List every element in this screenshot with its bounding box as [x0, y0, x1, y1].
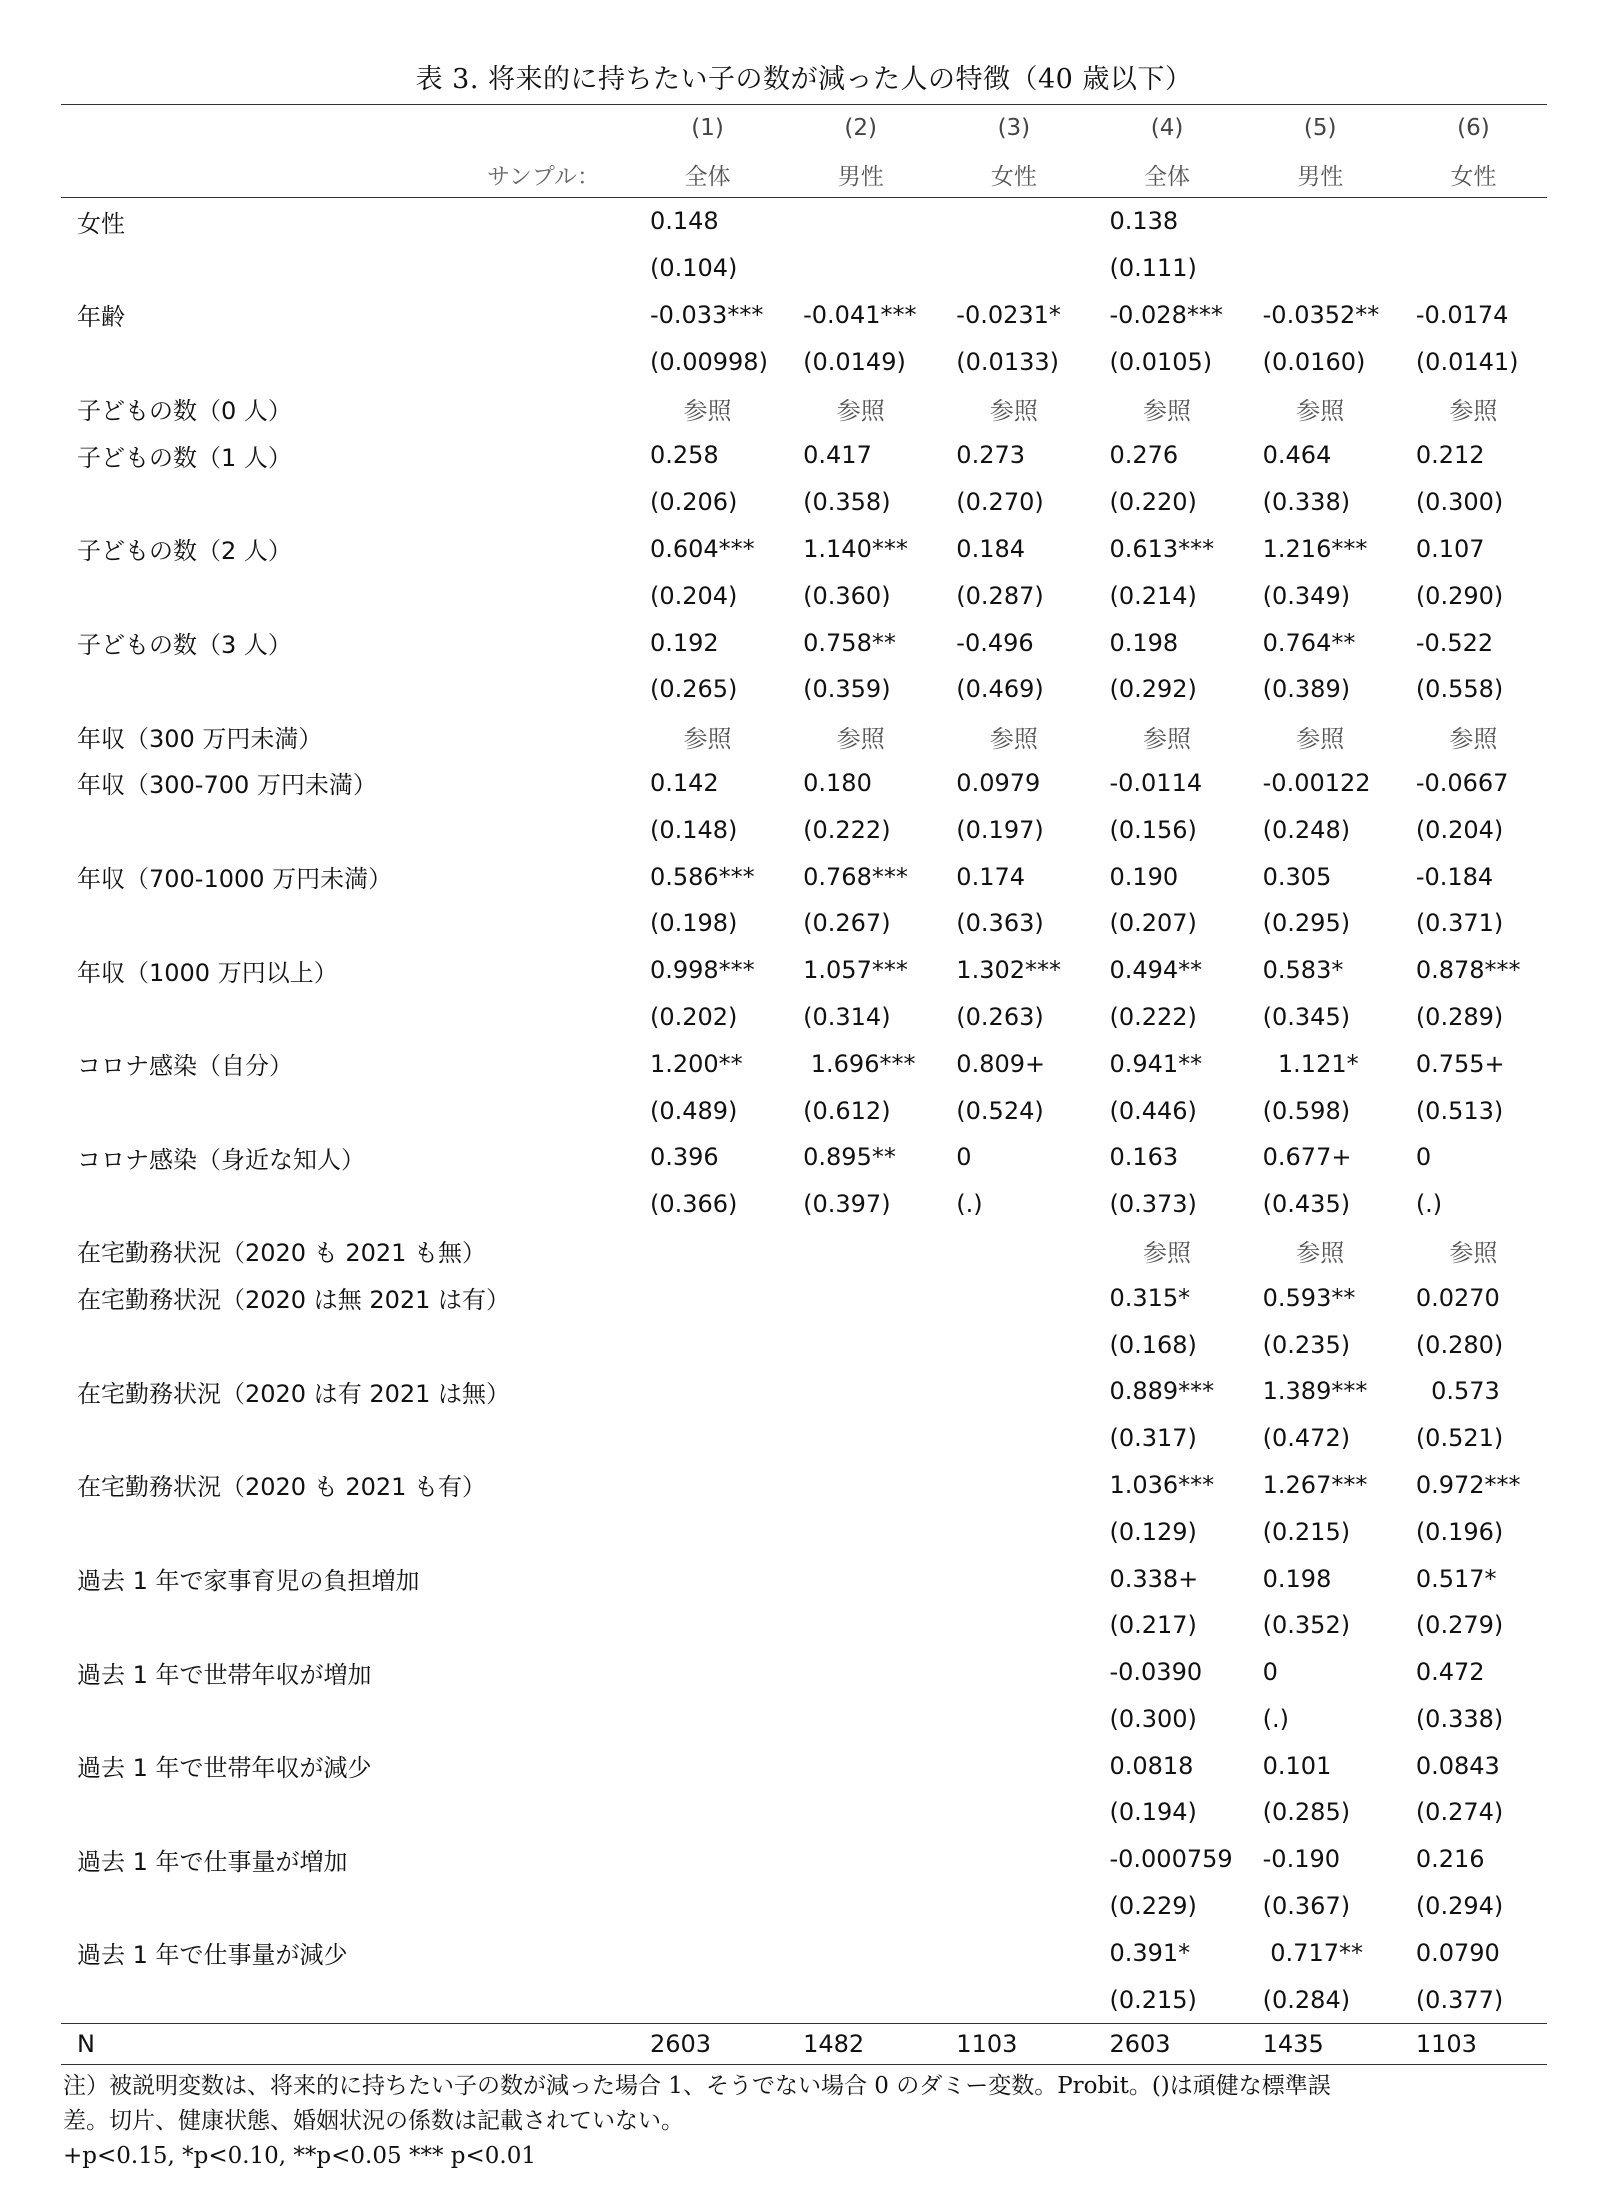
row-label: 子どもの数（2 人） — [77, 537, 292, 566]
coefficient-cell: 0.889*** — [1109, 1377, 1215, 1406]
coefficient-cell: 0.305 — [1262, 862, 1332, 891]
stderr-cell: (0.377) — [1415, 1985, 1504, 2014]
stderr-cell: (0.204) — [1415, 815, 1504, 844]
coefficient-cell: 0.895** — [803, 1143, 896, 1172]
coefficient-cell: 0.258 — [649, 441, 719, 470]
stderr-cell: (0.287) — [956, 581, 1044, 610]
sample-label: サンプル： — [487, 163, 600, 190]
reference-cell: 参照 — [1143, 1239, 1192, 1268]
stderr-cell: (0.524) — [956, 1096, 1044, 1125]
stderr-cell: (0.156) — [1109, 815, 1197, 844]
stderr-cell: (0.371) — [1415, 909, 1504, 938]
stderr-cell: (0.359) — [803, 675, 891, 704]
stderr-cell: (0.215) — [1109, 1985, 1197, 2014]
coefficient-cell: 0.0790 — [1415, 1938, 1500, 1967]
n-cell: 1435 — [1262, 2030, 1324, 2059]
reference-cell: 参照 — [1296, 724, 1345, 753]
stderr-cell: (0.263) — [956, 1002, 1044, 1031]
stderr-cell: (0.274) — [1415, 1798, 1504, 1827]
stderr-cell: (0.345) — [1262, 1002, 1351, 1031]
table-row — [61, 432, 1547, 479]
coefficient-cell: 0.0818 — [1109, 1751, 1194, 1780]
coefficient-cell: 1.302*** — [956, 956, 1062, 985]
note-line: +p<0.15, *p<0.10, **p<0.05 *** p<0.01 — [63, 2143, 536, 2170]
coefficient-cell: -0.0231* — [956, 300, 1061, 329]
coefficient-cell: 0.677+ — [1262, 1143, 1352, 1172]
coefficient-cell: 0.464 — [1262, 441, 1332, 470]
reference-cell: 参照 — [1449, 397, 1498, 426]
stderr-cell: (0.349) — [1262, 581, 1351, 610]
stderr-cell: (0.214) — [1109, 581, 1197, 610]
table-row — [61, 198, 1547, 245]
stderr-cell: (0.207) — [1109, 909, 1197, 938]
stderr-cell: (0.235) — [1262, 1330, 1351, 1359]
coefficient-cell: 0.276 — [1109, 441, 1179, 470]
stderr-cell: (0.194) — [1109, 1798, 1197, 1827]
row-label: 過去 1 年で家事育児の負担増加 — [77, 1567, 420, 1595]
coefficient-cell: 0.163 — [1109, 1143, 1179, 1172]
coefficient-cell: 0.878*** — [1415, 956, 1521, 985]
reference-cell: 参照 — [1143, 397, 1192, 426]
n-cell: 1103 — [1415, 2030, 1477, 2059]
row-label: 子どもの数（0 人） — [77, 397, 292, 426]
row-label: 年収（700-1000 万円未満） — [77, 865, 393, 894]
stderr-cell: (0.279) — [1415, 1611, 1504, 1640]
coefficient-cell: 0.174 — [956, 862, 1026, 891]
coefficient-cell: 0.573 — [1415, 1377, 1500, 1406]
stderr-cell: (0.363) — [956, 909, 1044, 938]
stderr-cell: (0.300) — [1109, 1704, 1197, 1733]
column-number: (6) — [1457, 115, 1490, 141]
coefficient-cell: 0.972*** — [1415, 1470, 1521, 1499]
table-row-stderr — [61, 245, 1547, 292]
stderr-cell: (0.196) — [1415, 1517, 1504, 1546]
note-line: 差。切片、健康状態、婚姻状況の係数は記載されていない。 — [63, 2108, 684, 2135]
n-row — [61, 2024, 1547, 2064]
coefficient-cell: -0.190 — [1262, 1845, 1341, 1874]
coefficient-cell: 0.138 — [1109, 207, 1179, 236]
table-notes — [61, 2069, 1547, 2174]
stderr-cell: (0.0160) — [1262, 347, 1366, 376]
coefficient-cell: -0.0174 — [1415, 300, 1509, 329]
table-body — [61, 198, 1547, 2023]
stderr-cell: (0.446) — [1109, 1096, 1197, 1125]
table-row — [61, 1040, 1547, 1087]
stderr-cell: (0.397) — [803, 1190, 891, 1219]
reference-cell: 参照 — [1449, 1239, 1498, 1268]
stderr-cell: (0.513) — [1415, 1096, 1504, 1125]
stderr-cell: (0.317) — [1109, 1424, 1197, 1453]
stderr-cell: (0.489) — [649, 1096, 738, 1125]
column-number: (2) — [844, 115, 877, 141]
stderr-cell: (0.284) — [1262, 1985, 1351, 2014]
stderr-cell: (0.290) — [1415, 581, 1504, 610]
n-label: N — [77, 2030, 95, 2059]
stderr-cell: (0.248) — [1262, 815, 1351, 844]
stderr-cell: (0.197) — [956, 815, 1044, 844]
stderr-cell: (0.168) — [1109, 1330, 1197, 1359]
coefficient-cell: 0.190 — [1109, 862, 1179, 891]
sample-row — [61, 151, 1547, 197]
table-row-stderr — [61, 666, 1547, 713]
stderr-cell: (0.472) — [1262, 1424, 1351, 1453]
table-row — [61, 385, 1547, 432]
stderr-cell: (0.352) — [1262, 1611, 1351, 1640]
row-label: 年齢 — [77, 303, 125, 332]
row-label: 在宅勤務状況（2020 も 2021 も無） — [77, 1239, 487, 1268]
stderr-cell: (0.265) — [649, 675, 738, 704]
stderr-cell: (0.0133) — [956, 347, 1059, 376]
coefficient-cell: -0.522 — [1415, 628, 1494, 657]
stderr-cell: (0.558) — [1415, 675, 1504, 704]
table-row — [61, 1836, 1547, 1883]
coefficient-cell: 0.472 — [1415, 1658, 1485, 1687]
coefficient-cell: 0.613*** — [1109, 534, 1215, 563]
coefficient-cell: 0.768*** — [803, 862, 908, 891]
coefficient-cell: 1.057*** — [803, 956, 908, 985]
reference-cell: 参照 — [1449, 724, 1498, 753]
coefficient-cell: 1.036*** — [1109, 1470, 1215, 1499]
table-row — [61, 1274, 1547, 1321]
n-cell: 2603 — [1109, 2030, 1171, 2059]
reference-cell: 参照 — [989, 724, 1038, 753]
coefficient-cell: 0 — [1415, 1143, 1432, 1172]
reference-cell: 参照 — [989, 397, 1038, 426]
table-row — [61, 853, 1547, 900]
stderr-cell: (0.206) — [649, 488, 738, 517]
stderr-cell: (0.148) — [649, 815, 738, 844]
coefficient-cell: 1.140*** — [803, 534, 908, 563]
coefficient-cell: -0.000759 — [1109, 1845, 1233, 1874]
n-cell: 1103 — [956, 2030, 1018, 2059]
reference-cell: 参照 — [1143, 724, 1192, 753]
row-label: 年収（300-700 万円未満） — [77, 771, 377, 800]
table-row — [61, 1649, 1547, 1696]
stderr-cell: (0.229) — [1109, 1892, 1197, 1921]
coefficient-cell: 0 — [956, 1143, 972, 1172]
row-label: 過去 1 年で世帯年収が減少 — [77, 1754, 372, 1783]
coefficient-cell: 0.396 — [649, 1143, 719, 1172]
sample-name: 全体 — [1144, 163, 1191, 190]
coefficient-cell: 0.758** — [803, 628, 896, 657]
reference-cell: 参照 — [1296, 397, 1345, 426]
coefficient-cell: 0.338+ — [1109, 1564, 1199, 1593]
stderr-cell: (0.612) — [803, 1096, 891, 1125]
coefficient-cell: 0.755+ — [1415, 1049, 1505, 1078]
stderr-cell: (0.129) — [1109, 1517, 1197, 1546]
sample-name: 男性 — [837, 163, 884, 190]
table-row — [61, 1929, 1547, 1976]
sample-name: 女性 — [1450, 163, 1497, 190]
row-label: 女性 — [77, 209, 125, 238]
table-row — [61, 947, 1547, 994]
stderr-cell: (0.366) — [649, 1190, 738, 1219]
stderr-cell: (0.00998) — [649, 347, 768, 376]
stderr-cell: (0.104) — [649, 254, 738, 283]
stderr-cell: (0.314) — [803, 1002, 891, 1031]
coefficient-cell: 0.184 — [956, 534, 1026, 563]
table-row — [61, 1134, 1547, 1181]
table-bottom-rule — [61, 2064, 1547, 2065]
table-row — [61, 619, 1547, 666]
coefficient-cell: 0.517* — [1415, 1564, 1497, 1593]
row-label: 在宅勤務状況（2020 は有 2021 は無） — [77, 1379, 511, 1408]
stderr-cell: (0.292) — [1109, 675, 1197, 704]
coefficient-cell: -0.0352** — [1262, 300, 1380, 329]
row-label: 子どもの数（3 人） — [77, 631, 292, 660]
table-row-stderr — [61, 900, 1547, 947]
row-label: 過去 1 年で仕事量が増加 — [77, 1847, 348, 1876]
coefficient-cell: 0.717** — [1262, 1938, 1363, 1967]
coefficient-cell: 1.389*** — [1262, 1377, 1368, 1406]
table-row — [61, 292, 1547, 339]
row-label: 在宅勤務状況（2020 も 2021 も有） — [77, 1473, 487, 1502]
column-number-row — [61, 105, 1547, 151]
coefficient-cell: 0.593** — [1262, 1283, 1356, 1312]
stderr-cell: (0.217) — [1109, 1611, 1197, 1640]
column-number: (1) — [691, 115, 724, 141]
row-label: 年収（300 万円未満） — [77, 724, 323, 753]
reference-cell: 参照 — [836, 397, 885, 426]
table-row — [61, 1462, 1547, 1509]
coefficient-cell: -0.033*** — [649, 300, 764, 329]
coefficient-cell: 0.583* — [1262, 956, 1344, 985]
coefficient-cell: 1.121* — [1262, 1049, 1359, 1078]
stderr-cell: (0.295) — [1262, 909, 1351, 938]
stderr-cell: (0.202) — [649, 1002, 738, 1031]
row-label: コロナ感染（自分） — [77, 1052, 293, 1081]
table-row-stderr — [61, 338, 1547, 385]
sample-name: 全体 — [684, 163, 731, 190]
table-row-stderr — [61, 1696, 1547, 1743]
table-row — [61, 713, 1547, 760]
reference-cell: 参照 — [683, 397, 732, 426]
coefficient-cell: 0.0979 — [956, 768, 1041, 797]
stderr-cell: (.) — [1262, 1704, 1289, 1733]
stderr-cell: (0.469) — [956, 675, 1044, 704]
coefficient-cell: -0.496 — [956, 628, 1034, 657]
table-row-stderr — [61, 1321, 1547, 1368]
table-row-stderr — [61, 1789, 1547, 1836]
stderr-cell: (0.215) — [1262, 1517, 1351, 1546]
stderr-cell: (0.285) — [1262, 1798, 1351, 1827]
coefficient-cell: -0.0390 — [1109, 1658, 1203, 1687]
table-row — [61, 1228, 1547, 1275]
stderr-cell: (0.0141) — [1415, 347, 1519, 376]
stderr-cell: (0.338) — [1415, 1704, 1504, 1733]
coefficient-cell: -0.028*** — [1109, 300, 1223, 329]
coefficient-cell: 0.0270 — [1415, 1283, 1500, 1312]
table-row-stderr — [61, 1976, 1547, 2023]
stderr-cell: (0.338) — [1262, 488, 1351, 517]
table-row — [61, 760, 1547, 807]
reference-cell: 参照 — [836, 724, 885, 753]
stderr-cell: (0.373) — [1109, 1190, 1197, 1219]
coefficient-cell: 0.273 — [956, 441, 1026, 470]
row-label: 過去 1 年で仕事量が減少 — [77, 1941, 348, 1970]
coefficient-cell: 0.148 — [649, 207, 719, 236]
coefficient-cell: 0.216 — [1415, 1845, 1485, 1874]
coefficient-cell: -0.0667 — [1415, 768, 1509, 797]
table-row-stderr — [61, 806, 1547, 853]
coefficient-cell: 0.192 — [649, 628, 719, 657]
table-row-stderr — [61, 994, 1547, 1041]
coefficient-cell: 0.417 — [803, 441, 872, 470]
coefficient-cell: 0.315* — [1109, 1283, 1191, 1312]
table-row-stderr — [61, 572, 1547, 619]
coefficient-cell: 0.586*** — [649, 862, 755, 891]
row-label: 子どもの数（1 人） — [77, 443, 292, 472]
coefficient-cell: 0.604*** — [649, 534, 755, 563]
stderr-cell: (0.289) — [1415, 1002, 1504, 1031]
coefficient-cell: 0.212 — [1415, 441, 1485, 470]
column-number: (3) — [997, 115, 1031, 141]
row-label: コロナ感染（身近な知人） — [77, 1145, 365, 1174]
stderr-cell: (0.204) — [649, 581, 738, 610]
column-number: (4) — [1150, 115, 1184, 141]
stderr-cell: (0.111) — [1109, 254, 1197, 283]
table-row — [61, 1555, 1547, 1602]
table-row — [61, 1742, 1547, 1789]
regression-table-page — [61, 60, 1547, 2174]
reference-cell: 参照 — [1296, 1239, 1345, 1268]
stderr-cell: (0.521) — [1415, 1424, 1504, 1453]
stderr-cell: (0.367) — [1262, 1892, 1351, 1921]
coefficient-cell: 0.941** — [1109, 1049, 1203, 1078]
table-row-stderr — [61, 479, 1547, 526]
coefficient-cell: 0.391* — [1109, 1938, 1191, 1967]
row-label: 過去 1 年で世帯年収が増加 — [77, 1660, 372, 1689]
coefficient-cell: 0.107 — [1415, 534, 1485, 563]
coefficient-cell: -0.00122 — [1262, 768, 1371, 797]
coefficient-cell: 1.696*** — [803, 1049, 916, 1078]
coefficient-cell: -0.041*** — [803, 300, 917, 329]
coefficient-cell: 0.142 — [649, 768, 719, 797]
table-row — [61, 1368, 1547, 1415]
coefficient-cell: 0.0843 — [1415, 1751, 1500, 1780]
coefficient-cell: 0 — [1262, 1658, 1278, 1687]
coefficient-cell: 0.998*** — [649, 956, 755, 985]
stderr-cell: (0.598) — [1262, 1096, 1351, 1125]
reference-cell: 参照 — [683, 724, 732, 753]
table-row-stderr — [61, 1602, 1547, 1649]
stderr-cell: (0.280) — [1415, 1330, 1504, 1359]
sample-name: 女性 — [990, 163, 1037, 190]
coefficient-cell: 0.198 — [1262, 1564, 1332, 1593]
coefficient-cell: 0.494** — [1109, 956, 1203, 985]
stderr-cell: (0.360) — [803, 581, 891, 610]
stderr-cell: (0.300) — [1415, 488, 1504, 517]
stderr-cell: (0.0149) — [803, 347, 906, 376]
note-line: 注）被説明変数は、将来的に持ちたい子の数が減った場合 1、そうでない場合 0 のダミー変数。Probit。()は頑健な標準誤 — [63, 2073, 1331, 2100]
table-title: 表 3. 将来的に持ちたい子の数が減った人の特徴（40 歳以下） — [415, 64, 1193, 95]
stderr-cell: (0.0105) — [1109, 347, 1213, 376]
table-row-stderr — [61, 1181, 1547, 1228]
stderr-cell: (0.222) — [1109, 1002, 1197, 1031]
coefficient-cell: 1.216*** — [1262, 534, 1368, 563]
stderr-cell: (0.389) — [1262, 675, 1351, 704]
coefficient-cell: 0.764** — [1262, 628, 1356, 657]
column-number: (5) — [1303, 115, 1337, 141]
coefficient-cell: 0.809+ — [956, 1049, 1046, 1078]
table-row-stderr — [61, 1087, 1547, 1134]
coefficient-cell: -0.184 — [1415, 862, 1494, 891]
stderr-cell: (0.267) — [803, 909, 891, 938]
stderr-cell: (0.294) — [1415, 1892, 1504, 1921]
table-row — [61, 526, 1547, 573]
table-row-stderr — [61, 1883, 1547, 1930]
coefficient-cell: 0.101 — [1262, 1751, 1332, 1780]
stderr-cell: (0.358) — [803, 488, 891, 517]
n-cell: 2603 — [649, 2030, 712, 2059]
sample-name: 男性 — [1297, 163, 1344, 190]
coefficient-cell: 0.198 — [1109, 628, 1179, 657]
row-label: 在宅勤務状況（2020 は無 2021 は有） — [77, 1286, 511, 1315]
stderr-cell: (0.435) — [1262, 1190, 1351, 1219]
coefficient-cell: 0.180 — [803, 768, 872, 797]
stderr-cell: (0.222) — [803, 815, 891, 844]
stderr-cell: (.) — [956, 1190, 983, 1219]
stderr-cell: (0.198) — [649, 909, 738, 938]
n-cell: 1482 — [803, 2030, 865, 2059]
stderr-cell: (0.270) — [956, 488, 1044, 517]
table-row-stderr — [61, 1508, 1547, 1555]
row-label: 年収（1000 万円以上） — [77, 958, 338, 987]
stderr-cell: (.) — [1415, 1190, 1443, 1219]
coefficient-cell: -0.0114 — [1109, 768, 1203, 797]
table-row-stderr — [61, 1415, 1547, 1462]
stderr-cell: (0.220) — [1109, 488, 1197, 517]
coefficient-cell: 1.267*** — [1262, 1470, 1368, 1499]
coefficient-cell: 1.200** — [649, 1049, 743, 1078]
